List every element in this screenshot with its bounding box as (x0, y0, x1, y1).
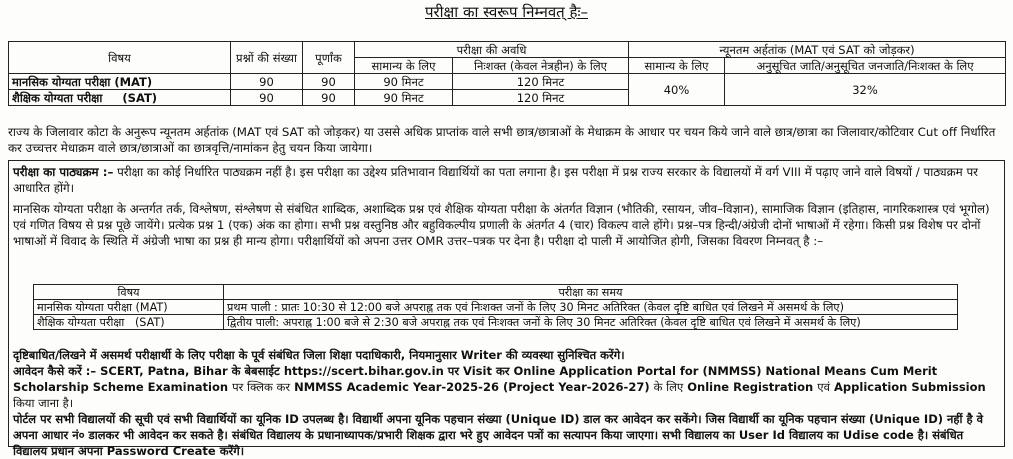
exam-pattern-table (8, 41, 1006, 106)
row-time: द्वितीय पाली: अपराह्न 1:00 बजे से 2:30 बजे अपराह्न तक एवं निःशक्त जनों के लिए 30 मिनट अतिरिक्त (केवल दृष्टि बाधित एवं लिखने में असमर्थ के लिए) (224, 315, 958, 330)
col-header-subject: विषय (34, 285, 224, 300)
row-marks: 90 (303, 90, 355, 106)
syllabus-box (8, 160, 1005, 458)
cutoff-note: राज्य के जिलावार कोटा के अनुरूप न्यूनतम अर्हतांक (MAT एवं SAT को जोड़कर) या उससे अधिक प्राप्तांक वाले सभी छात्र/छात्राओं के मेधाक्रम के आधार पर चयन किये जाने वाले छात्र/छात्रा का जिलावार/कोटिवार Cut off निर्धारित कर उच्चत्तर मेधाक्रम वाले छात्र/छात्राओं का छात्रवृत्ति/नामांकन हेतु चयन किया जायेगा। (8, 125, 996, 155)
col-header-subject: विषय (9, 42, 231, 74)
col-header-questions: प्रश्नों की संख्या (231, 42, 303, 74)
row-time: प्रथम पाली : प्रातः 10:30 से 12:00 बजे अपराह्न तक एवं निःशक्त जनों के लिए 30 मिनट अतिरिक्त (केवल दृष्टि बाधित एवं लिखने में असमर्थ के लिए) (224, 300, 958, 315)
row-duration-general: 90 मिनट (355, 74, 453, 90)
col-header-duration-disabled: निःशक्त (केवल नेत्रहीन) के लिए (453, 58, 629, 74)
page-title: परीक्षा का स्वरूप निम्नवत् हैः– (425, 3, 588, 21)
row-subject: शैक्षिक योग्यता परीक्षा (SAT) (9, 90, 231, 106)
row-duration-disabled: 120 मिनट (453, 90, 629, 106)
col-header-duration: परीक्षा की अवधि (355, 42, 629, 58)
col-header-duration-general: सामान्य के लिए (355, 58, 453, 74)
table-row (34, 300, 958, 315)
col-header-marks: पूर्णांक (303, 42, 355, 74)
row-questions: 90 (231, 74, 303, 90)
col-header-min-marks: न्यूनतम अर्हतांक (MAT एवं SAT को जोड़कर) (629, 42, 1006, 58)
portal-note: पोर्टल पर सभी विद्यालयों की सूची एवं सभी विद्यार्थियों का यूनिक ID उपलब्ध है। विद्यार्थी अपना यूनिक पहचान संख्या (Unique ID) डाल कर आवेदन कर सकेंगे। जिस विद्यार्थी का यूनिक पहचान संख्या (Unique ID) नहीं है वे अपना आधार नं० डालकर भी आवेदन कर सकते है। संबंधित विद्यालय के प्रधानाध्यापक/प्रभारी शिक्षक द्वारा भरे हुए आवेदन पत्रों का सत्यापन किया जाएगा। सभी विद्यालय का User Id विद्यालय का Udise code है। संबंधित विद्यालय प्रधान अपना Password Create करेंगे। (13, 412, 983, 458)
syllabus-paragraph-1 (13, 164, 1001, 196)
col-header-min-reserved: अनुसूचित जाति/अनुसूचित जनजाति/निःशक्त के लिए (725, 58, 1006, 74)
row-subject: मानसिक योग्यता परीक्षा (MAT) (34, 300, 224, 315)
exam-timing-table (33, 284, 958, 330)
application-info (13, 347, 1001, 459)
row-duration-general: 90 मिनट (355, 90, 453, 106)
row-subject: शैक्षिक योग्यता परीक्षा (SAT) (34, 315, 224, 330)
how-to-apply: आवेदन कैसे करें :– SCERT, Patna, Bihar के बेबसाईट https://scert.bihar.gov.in पर Visit कर Online Application Portal for (NMMSS) National Means Cum Merit Scholarship Scheme Examination पर क्लिक कर NMMSS Academic Year-2025-26 (Project Year-2026-27) के लिए Online Registration एवं Application Submission किया जाना है। (13, 364, 986, 410)
col-header-time: परीक्षा का समय (224, 285, 958, 300)
row-subject: मानसिक योग्यता परीक्षा (MAT) (9, 74, 231, 90)
table-row (34, 315, 958, 330)
min-general-value: 40% (629, 74, 725, 106)
row-duration-disabled: 120 मिनट (453, 74, 629, 90)
row-questions: 90 (231, 90, 303, 106)
syllabus-text-1: परीक्षा का कोई निर्धारित पाठ्यक्रम नहीं है। इस परीक्षा का उद्देश्य प्रतिभावान विद्यार्थियों का पता लगाना है। इस परीक्षा में प्रश्न राज्य सरकार के विद्यालयों में वर्ग VIII में पढ़ाए जाने वाले विषयों / पाठ्यक्रम पर आधारित होंगे। (13, 165, 978, 195)
syllabus-paragraph-2: मानसिक योग्यता परीक्षा के अन्तर्गत तर्क, विश्लेषण, संश्लेषण से संबंधित शाब्दिक, अशाब्दिक प्रश्न एवं शैक्षिक योग्यता परीक्षा के अंतर्गत विज्ञान (भौतिकी, रसायन, जीव–विज्ञान), सामाजिक विज्ञान (इतिहास, नागरिकशास्त्र एवं भूगोल) एवं गणित विषय से प्रश्न पूछे जायेंगे। प्रत्येक प्रश्न 1 (एक) अंक का होगा। सभी प्रश्न वस्तुनिष्ठ और बहुविकल्पीय प्रणाली के अंतर्गत 4 (चार) विकल्प वाले होंगे। प्रश्न–पत्र हिन्दी/अंग्रेजी दोनों भाषाओं में रहेगा। किसी प्रश्न विशेष पर दोनों भाषाओं में विवाद के स्थिति में अंग्रेजी भाषा का प्रश्न ही मान्य होगा। परीक्षार्थियों को अपना उत्तर OMR उत्तर–पत्रक पर देना है। परीक्षा दो पाली में आयोजित होगी, जिसका विवरण निम्नवत् है :– (13, 202, 990, 248)
writer-note: दृष्टिबाधित/लिखने में असमर्थ परीक्षार्थी के लिए परीक्षा के पूर्व संबंधित जिला शिक्षा पदाधिकारी, नियमानुसार Writer की व्यवस्था सुनिश्चित करेंगे। (13, 348, 625, 362)
row-marks: 90 (303, 74, 355, 90)
table-row (9, 74, 1006, 90)
min-reserved-value: 32% (725, 74, 1006, 106)
col-header-min-general: सामान्य के लिए (629, 58, 725, 74)
syllabus-heading: परीक्षा का पाठ्यक्रम :– (13, 165, 114, 179)
